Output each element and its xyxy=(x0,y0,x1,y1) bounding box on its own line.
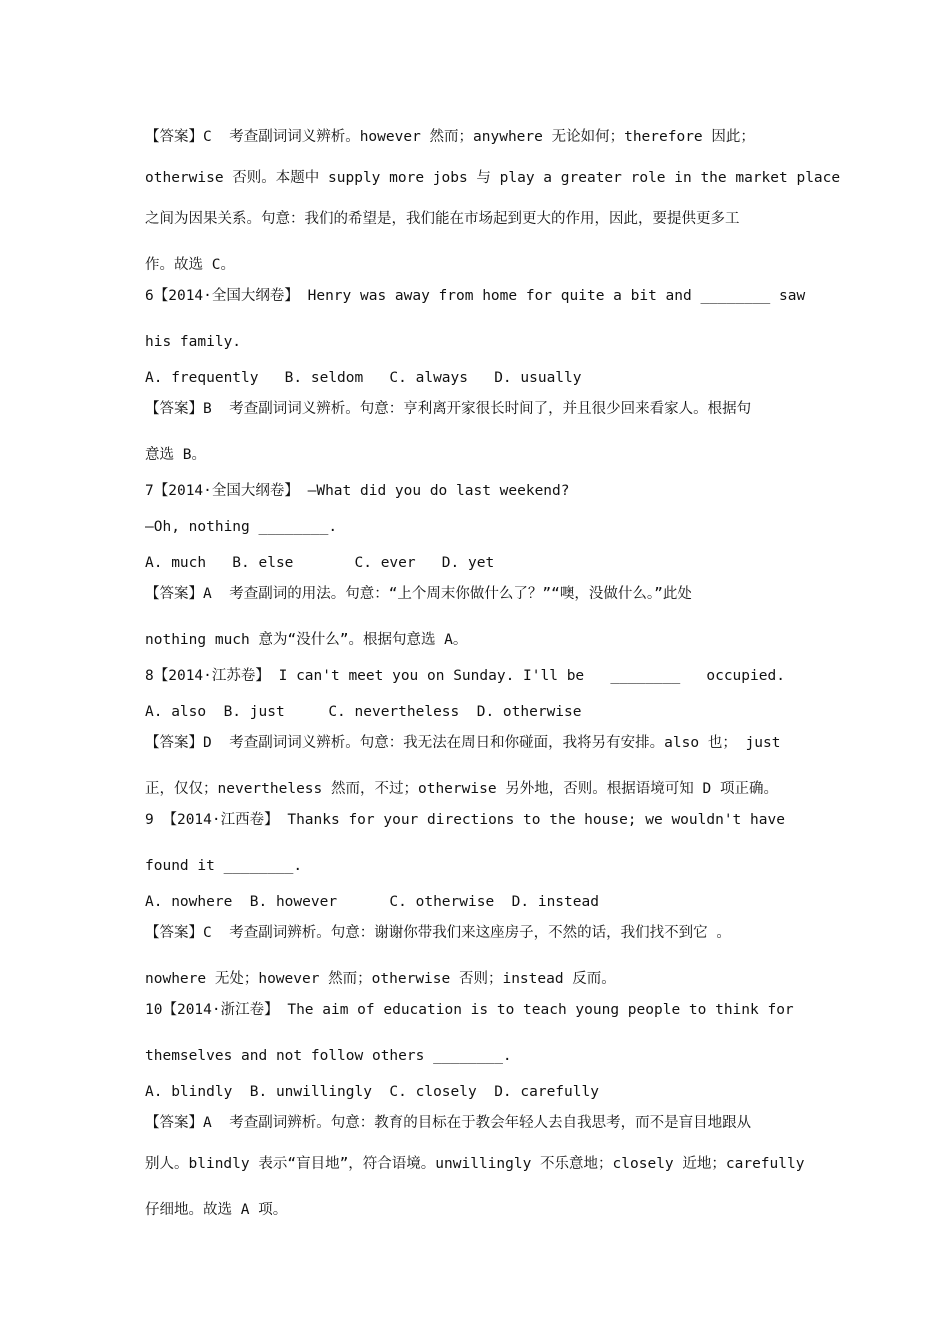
text-line: 【答案】C 考查副词辨析。句意：谢谢你带我们来这座房子，不然的话，我们找不到它 。 xyxy=(145,925,731,941)
text-line: —Oh, nothing ________. xyxy=(145,519,338,535)
text-line: A. nowhere B. however C. otherwise D. instead xyxy=(145,894,599,910)
text-line: his family. xyxy=(145,334,242,350)
text-line: 8【2014·江苏卷】 I can't meet you on Sunday. I'll be ________ occupied. xyxy=(145,668,785,684)
text-line: A. also B. just C. nevertheless D. otherwise xyxy=(145,704,582,720)
text-line: 【答案】D 考查副词词义辨析。句意：我无法在周日和你碰面，我将另有安排。also 也； just xyxy=(145,735,781,751)
text-line: 别人。blindly 表示“盲目地”，符合语境。unwillingly 不乐意地；closely 近地；carefully xyxy=(145,1156,805,1172)
document-body xyxy=(145,124,841,1228)
text-line: 作。故选 C。 xyxy=(145,257,235,273)
text-line: 6【2014·全国大纲卷】 Henry was away from home for quite a bit and ________ saw xyxy=(145,288,806,304)
text-line: 意选 B。 xyxy=(145,447,206,463)
text-line: themselves and not follow others ________. xyxy=(145,1048,512,1064)
text-line: nowhere 无处；however 然而；otherwise 否则；instead 反而。 xyxy=(145,971,616,987)
text-line: 正，仅仅；nevertheless 然而，不过；otherwise 另外地，否则。根据语境可知 D 项正确。 xyxy=(145,781,778,797)
text-line: 7【2014·全国大纲卷】 —What did you do last weekend? xyxy=(145,483,570,499)
text-line: A. much B. else C. ever D. yet xyxy=(145,555,495,571)
text-line: A. frequently B. seldom C. always D. usually xyxy=(145,370,582,386)
text-line: 【答案】C 考查副词词义辨析。however 然而；anywhere 无论如何；therefore 因此； xyxy=(145,129,755,145)
text-line: A. blindly B. unwillingly C. closely D. carefully xyxy=(145,1084,599,1100)
text-line: 仔细地。故选 A 项。 xyxy=(145,1202,288,1218)
text-line: 【答案】B 考查副词词义辨析。句意：亨利离开家很长时间了，并且很少回来看家人。根据句 xyxy=(145,401,752,417)
text-line: 9 【2014·江西卷】 Thanks for your directions to the house; we wouldn't have xyxy=(145,812,785,828)
text-line: otherwise 否则。本题中 supply more jobs 与 play a greater role in the market place xyxy=(145,170,841,186)
text-line: 10【2014·浙江卷】 The aim of education is to teach young people to think for xyxy=(145,1002,794,1018)
text-line: found it ________. xyxy=(145,858,303,874)
text-line: 之间为因果关系。句意：我们的希望是，我们能在市场起到更大的作用，因此，要提供更多工 xyxy=(145,211,740,227)
text-line: nothing much 意为“没什么”。根据句意选 A。 xyxy=(145,632,468,648)
text-line: 【答案】A 考查副词的用法。句意：“上个周末你做什么了？”“噢，没做什么。”此处 xyxy=(145,586,692,602)
text-line: 【答案】A 考查副词辨析。句意：教育的目标在于教会年轻人去自我思考，而不是盲目地跟从 xyxy=(145,1115,752,1131)
